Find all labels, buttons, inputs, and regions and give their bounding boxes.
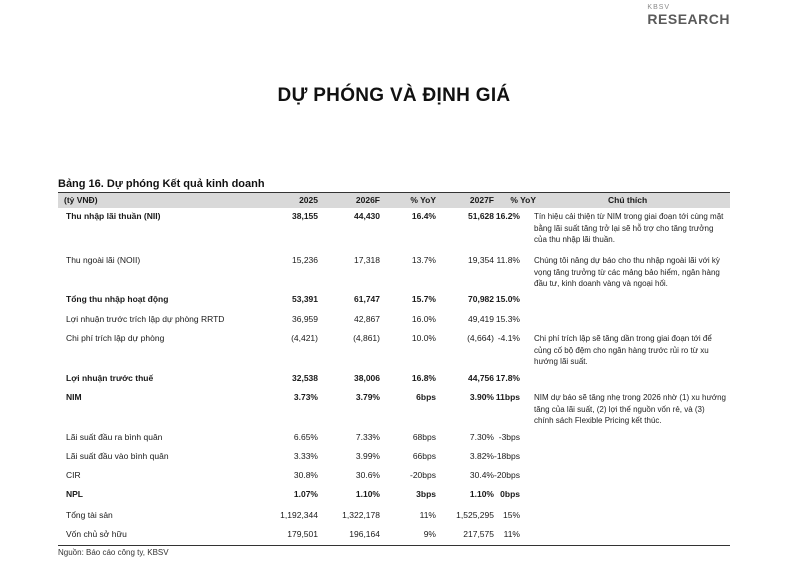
header-2027f: 2027F [469, 195, 494, 205]
value-2026f: 3.99% [355, 451, 380, 461]
table-row [58, 470, 520, 482]
value-2025: 3.33% [293, 451, 318, 461]
yoy-2026: 10.0% [411, 333, 436, 343]
value-2027f: (4,664) [467, 333, 494, 343]
source-note: Nguồn: Báo cáo công ty, KBSV [58, 548, 169, 557]
yoy-2026: 9% [423, 529, 436, 539]
row-label: Thu ngoài lãi (NOII) [66, 255, 141, 265]
row-label: Lợi nhuận trước trích lập dự phòng RRTD [66, 314, 225, 324]
value-2026f: 3.79% [355, 392, 380, 402]
brand-big: RESEARCH [647, 11, 730, 27]
value-2027f: 3.82% [469, 451, 494, 461]
note-nim: NIM dự báo sẽ tăng nhẹ trong 2026 nhờ (1) xu hướng tăng của lãi suất, (2) lợi thế nguồn vốn rẻ, và (3) chính sách Flexible Pricing kết thúc. [534, 393, 726, 425]
value-2027f: 30.4% [469, 470, 494, 480]
row-label: Tổng thu nhập hoạt động [66, 294, 169, 304]
value-2026f: 7.33% [355, 432, 380, 442]
value-2025: 3.73% [293, 392, 318, 402]
value-2026f: 1,322,178 [342, 510, 380, 520]
value-2026f: 38,006 [354, 373, 380, 383]
value-2027f: 1,525,295 [456, 510, 494, 520]
value-2026f: 61,747 [354, 294, 380, 304]
value-2025: 30.8% [293, 470, 318, 480]
value-2027f: 49,419 [468, 314, 494, 324]
table-bottom-rule [58, 545, 730, 546]
header-yoy-2027: % YoY [510, 195, 536, 205]
yoy-2027: -4.1% [497, 333, 520, 343]
table-row [58, 294, 520, 306]
row-label: Lãi suất đầu vào bình quân [66, 451, 169, 461]
table-row [58, 489, 520, 501]
value-2026f: 17,318 [354, 255, 380, 265]
row-label: Lãi suất đầu ra bình quân [66, 432, 163, 442]
value-2025: 15,236 [292, 255, 318, 265]
note-noii: Chúng tôi nâng dự báo cho thu nhập ngoài lãi với kỳ vọng tăng trưởng từ các mảng bảo hiểm, ngân hàng đầu tư, kinh doanh vàng và ngoại hối. [534, 256, 720, 288]
value-2026f: 42,867 [354, 314, 380, 324]
value-2025: 179,501 [287, 529, 318, 539]
row-label: Vốn chủ sở hữu [66, 529, 127, 539]
yoy-2026: 6bps [416, 392, 436, 402]
row-label: Thu nhập lãi thuần (NII) [66, 211, 161, 221]
value-2027f: 70,982 [468, 294, 494, 304]
yoy-2027: 16.2% [495, 211, 520, 221]
yoy-2027: 11bps [495, 392, 520, 402]
note-provision: Chi phí trích lập sẽ tăng dần trong giai đoạn tới để củng cố bộ đệm cho ngân hàng trước rủi ro từ xu hướng lãi suất. [534, 334, 712, 366]
yoy-2026: 16.8% [411, 373, 436, 383]
table-row [58, 314, 520, 326]
yoy-2027: -3bps [498, 432, 520, 442]
yoy-2026: 66bps [412, 451, 436, 461]
table-caption: Bảng 16. Dự phóng Kết quả kinh doanh [58, 178, 265, 190]
yoy-2026: 68bps [412, 432, 436, 442]
value-2026f: 30.6% [355, 470, 380, 480]
value-2027f: 217,575 [463, 529, 494, 539]
value-2027f: 1.10% [469, 489, 494, 499]
row-label: Lợi nhuận trước thuế [66, 373, 154, 383]
value-2025: 32,538 [292, 373, 318, 383]
table-row [58, 432, 520, 444]
yoy-2026: 15.7% [411, 294, 436, 304]
yoy-2027: 15.3% [495, 314, 520, 324]
row-label: NIM [66, 392, 82, 402]
note-nii: Tín hiệu cải thiện từ NIM trong giai đoạn tới cùng mặt bằng lãi suất tăng trở lại sẽ hỗ trợ cho tăng trưởng của thu nhập lãi thuần. [534, 212, 724, 244]
yoy-2027: 15.0% [495, 294, 520, 304]
value-2025: (4,421) [291, 333, 318, 343]
page-title: DỰ PHÓNG VÀ ĐỊNH GIÁ [277, 85, 511, 106]
yoy-2027: 0bps [500, 489, 520, 499]
row-label: Chi phí trích lập dự phòng [66, 333, 165, 343]
table-row [58, 392, 520, 404]
value-2027f: 44,756 [468, 373, 494, 383]
value-2027f: 7.30% [469, 432, 494, 442]
value-2026f: (4,861) [353, 333, 380, 343]
yoy-2027: 15% [502, 510, 520, 520]
yoy-2026: 16.4% [411, 211, 436, 221]
yoy-2026: -20bps [410, 470, 436, 480]
yoy-2027: 17.8% [495, 373, 520, 383]
table-row [58, 211, 520, 223]
value-2025: 1.07% [293, 489, 318, 499]
table-row [58, 333, 520, 345]
yoy-2026: 3bps [416, 489, 436, 499]
value-2027f: 3.90% [469, 392, 494, 402]
value-2027f: 51,628 [468, 211, 494, 221]
table-row [58, 529, 520, 541]
table-row [58, 510, 520, 522]
header-notes: Chú thích [608, 195, 648, 205]
header-2025: 2025 [299, 195, 318, 205]
brand-small: KBSV [647, 4, 671, 11]
table-row [58, 451, 520, 463]
yoy-2026: 16.0% [411, 314, 436, 324]
header-unit: (tỷ VNĐ) [64, 195, 98, 205]
value-2025: 36,959 [292, 314, 318, 324]
header-yoy-2026: % YoY [410, 195, 436, 205]
value-2025: 53,391 [292, 294, 318, 304]
value-2026f: 44,430 [354, 211, 380, 221]
table-row [58, 373, 520, 385]
yoy-2027: -20bps [494, 470, 520, 480]
yoy-2027: 11% [503, 529, 520, 539]
row-label: NPL [66, 489, 83, 499]
yoy-2027: -18bps [494, 451, 520, 461]
table-row [58, 255, 520, 267]
yoy-2027: 11.8% [496, 255, 520, 265]
row-label: CIR [66, 470, 81, 480]
yoy-2026: 13.7% [411, 255, 436, 265]
value-2025: 1,192,344 [280, 510, 318, 520]
value-2025: 6.65% [293, 432, 318, 442]
row-label: Tổng tài sản [66, 510, 113, 520]
table-header [58, 193, 730, 208]
value-2025: 38,155 [292, 211, 318, 221]
yoy-2026: 11% [419, 510, 436, 520]
value-2026f: 1.10% [355, 489, 380, 499]
kbsv-research-logo [647, 4, 730, 27]
header-2026f: 2026F [355, 195, 380, 205]
value-2026f: 196,164 [349, 529, 380, 539]
value-2027f: 19,354 [468, 255, 494, 265]
